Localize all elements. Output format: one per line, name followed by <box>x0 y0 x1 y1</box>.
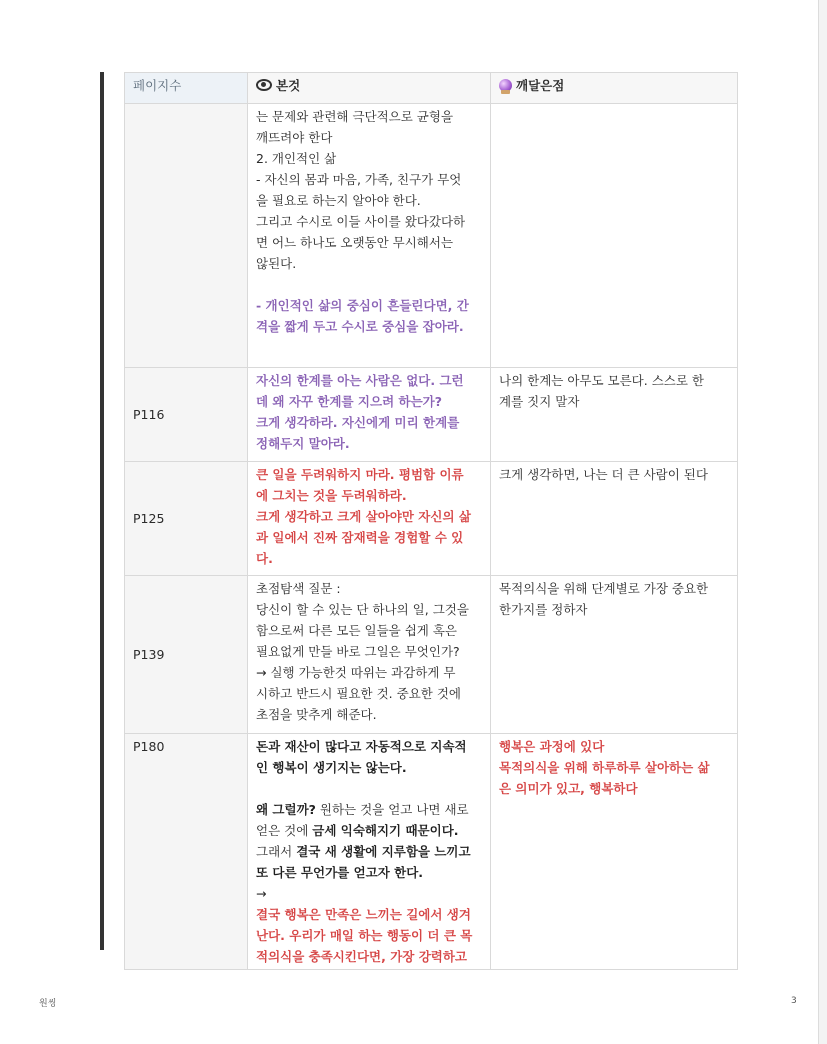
seen-line-highlight: 큰 일을 두려워하지 마라. 평범함 이류 <box>256 467 464 482</box>
header-realized-label: 깨달은점 <box>516 78 565 93</box>
seen-bold-part: 금세 익숙해지기 때문이다. <box>312 823 459 838</box>
seen-line-highlight: 에 그치는 것을 두려워하라. <box>256 488 407 503</box>
page-number: P116 <box>133 407 165 422</box>
realized-line-highlight: 은 의미가 있고, 행복하다 <box>499 781 638 796</box>
table-row <box>125 462 738 576</box>
realized-line-highlight: 목적의식을 위해 하루하루 살아하는 삶 <box>499 760 710 775</box>
header-page-count-label: 페이지수 <box>133 78 182 93</box>
seen-line: 않된다. <box>256 256 297 271</box>
blank-line <box>256 274 482 295</box>
blank-line <box>256 778 482 799</box>
seen-line-highlight: - 개인적인 삶의 중심이 흔들린다면, 간 <box>256 298 469 313</box>
seen-cell <box>248 104 491 368</box>
seen-line-mixed <box>256 841 482 862</box>
seen-line: - 자신의 몸과 마음, 가족, 친구가 무엇 <box>256 172 462 187</box>
realized-line-highlight: 행복은 과정에 있다 <box>499 739 605 754</box>
table-row <box>125 734 738 970</box>
page-cell <box>125 576 248 734</box>
reading-notes-table <box>124 72 738 970</box>
seen-line: 필요없게 만들 바로 그일은 무엇인가? <box>256 644 460 659</box>
header-realized <box>491 73 738 104</box>
seen-line-mixed <box>256 799 482 820</box>
seen-line-highlight: 크게 생각하라. 자신에게 미리 한계를 <box>256 415 460 430</box>
seen-line: 깨뜨려야 한다 <box>256 130 333 145</box>
seen-cell <box>248 462 491 576</box>
realized-line: 크게 생각하면, 나는 더 큰 사람이 된다 <box>499 467 708 482</box>
seen-line-highlight: 정해두지 말아라. <box>256 436 350 451</box>
page-cell <box>125 734 248 970</box>
page-cell <box>125 368 248 462</box>
table-header-row <box>125 73 738 104</box>
seen-normal-part: 그래서 <box>256 844 297 859</box>
seen-line-highlight: 결국 행복은 만족은 느끼는 길에서 생겨 <box>256 907 471 922</box>
quote-bar <box>100 72 104 950</box>
seen-line: 함으로써 다른 모든 일들을 쉽게 혹은 <box>256 623 457 638</box>
realized-line: 목적의식을 위해 단계별로 가장 중요한 <box>499 581 709 596</box>
seen-cell <box>248 576 491 734</box>
seen-line-bold: 또 다른 무언가를 얻고자 한다. <box>256 865 424 880</box>
seen-bold-part: 결국 새 생활에 지루함을 느끼고 <box>296 844 471 859</box>
table-row <box>125 368 738 462</box>
seen-cell <box>248 368 491 462</box>
header-page-count <box>125 73 248 104</box>
seen-line-mixed <box>256 820 482 841</box>
seen-line-highlight: 크게 생각하고 크게 살아야만 자신의 삶 <box>256 509 471 524</box>
page-number: P180 <box>133 739 165 754</box>
seen-line-bold: 인 행복이 생기지는 않는다. <box>256 760 407 775</box>
seen-line: 초점탐색 질문 : <box>256 581 341 596</box>
seen-line-highlight: 적의식을 충족시킨다면, 가장 강력하고 <box>256 949 468 964</box>
realized-cell <box>491 368 738 462</box>
header-seen-label: 본것 <box>276 78 301 93</box>
page-cell <box>125 104 248 368</box>
footer-page-number: 3 <box>791 996 797 1006</box>
footer-document-title: 원씽 <box>39 999 57 1009</box>
realized-line: 나의 한계는 아무도 모른다. 스스로 한 <box>499 373 704 388</box>
realized-line: 한가지를 정하자 <box>499 602 588 617</box>
seen-line-highlight: 격을 짧게 두고 수시로 중심을 잡아라. <box>256 319 464 334</box>
seen-normal-part: 얻은 것에 <box>256 823 313 838</box>
table-row <box>125 104 738 368</box>
crystal-ball-icon <box>499 79 512 92</box>
seen-line-highlight: 다. <box>256 551 273 566</box>
seen-line: 2. 개인적인 삶 <box>256 151 337 166</box>
page-number: P139 <box>133 647 165 662</box>
realized-cell <box>491 734 738 970</box>
table-row <box>125 576 738 734</box>
seen-line: 시하고 반드시 필요한 것. 중요한 것에 <box>256 686 461 701</box>
page-number: P125 <box>133 511 165 526</box>
seen-cell <box>248 734 491 970</box>
seen-line: → 실행 가능한것 따위는 과감하게 무 <box>256 665 456 680</box>
seen-line: 는 문제와 관련해 극단적으로 균형을 <box>256 109 454 124</box>
seen-normal-part: 원하는 것을 얻고 나면 새로 <box>315 802 469 817</box>
seen-line: 초점을 맞추게 해준다. <box>256 707 377 722</box>
table-viewport <box>124 72 738 964</box>
seen-bold-part: 왜 그럴까? <box>256 802 316 817</box>
realized-cell <box>491 462 738 576</box>
seen-line-highlight: 데 왜 자꾸 한계를 지으려 하는가? <box>256 394 442 409</box>
realized-cell <box>491 576 738 734</box>
seen-line-bold: 돈과 재산이 많다고 자동적으로 지속적 <box>256 739 467 754</box>
page-cell <box>125 462 248 576</box>
seen-line: 을 필요로 하는지 알아야 한다. <box>256 193 421 208</box>
seen-line-highlight: 자신의 한계를 아는 사람은 없다. 그런 <box>256 373 464 388</box>
realized-cell <box>491 104 738 368</box>
seen-line: 당신이 할 수 있는 단 하나의 일, 그것을 <box>256 602 469 617</box>
header-seen <box>248 73 491 104</box>
realized-line: 계를 짓지 말자 <box>499 394 580 409</box>
seen-line: → <box>256 886 267 901</box>
seen-line: 면 어느 하나도 오랫동안 무시해서는 <box>256 235 454 250</box>
seen-line: 그리고 수시로 이들 사이를 왔다갔다하 <box>256 214 466 229</box>
seen-line-highlight: 난다. 우리가 매일 하는 행동이 더 큰 목 <box>256 928 473 943</box>
eye-icon <box>256 79 272 91</box>
seen-line-highlight: 과 일에서 진짜 잠재력을 경험할 수 있 <box>256 530 464 545</box>
